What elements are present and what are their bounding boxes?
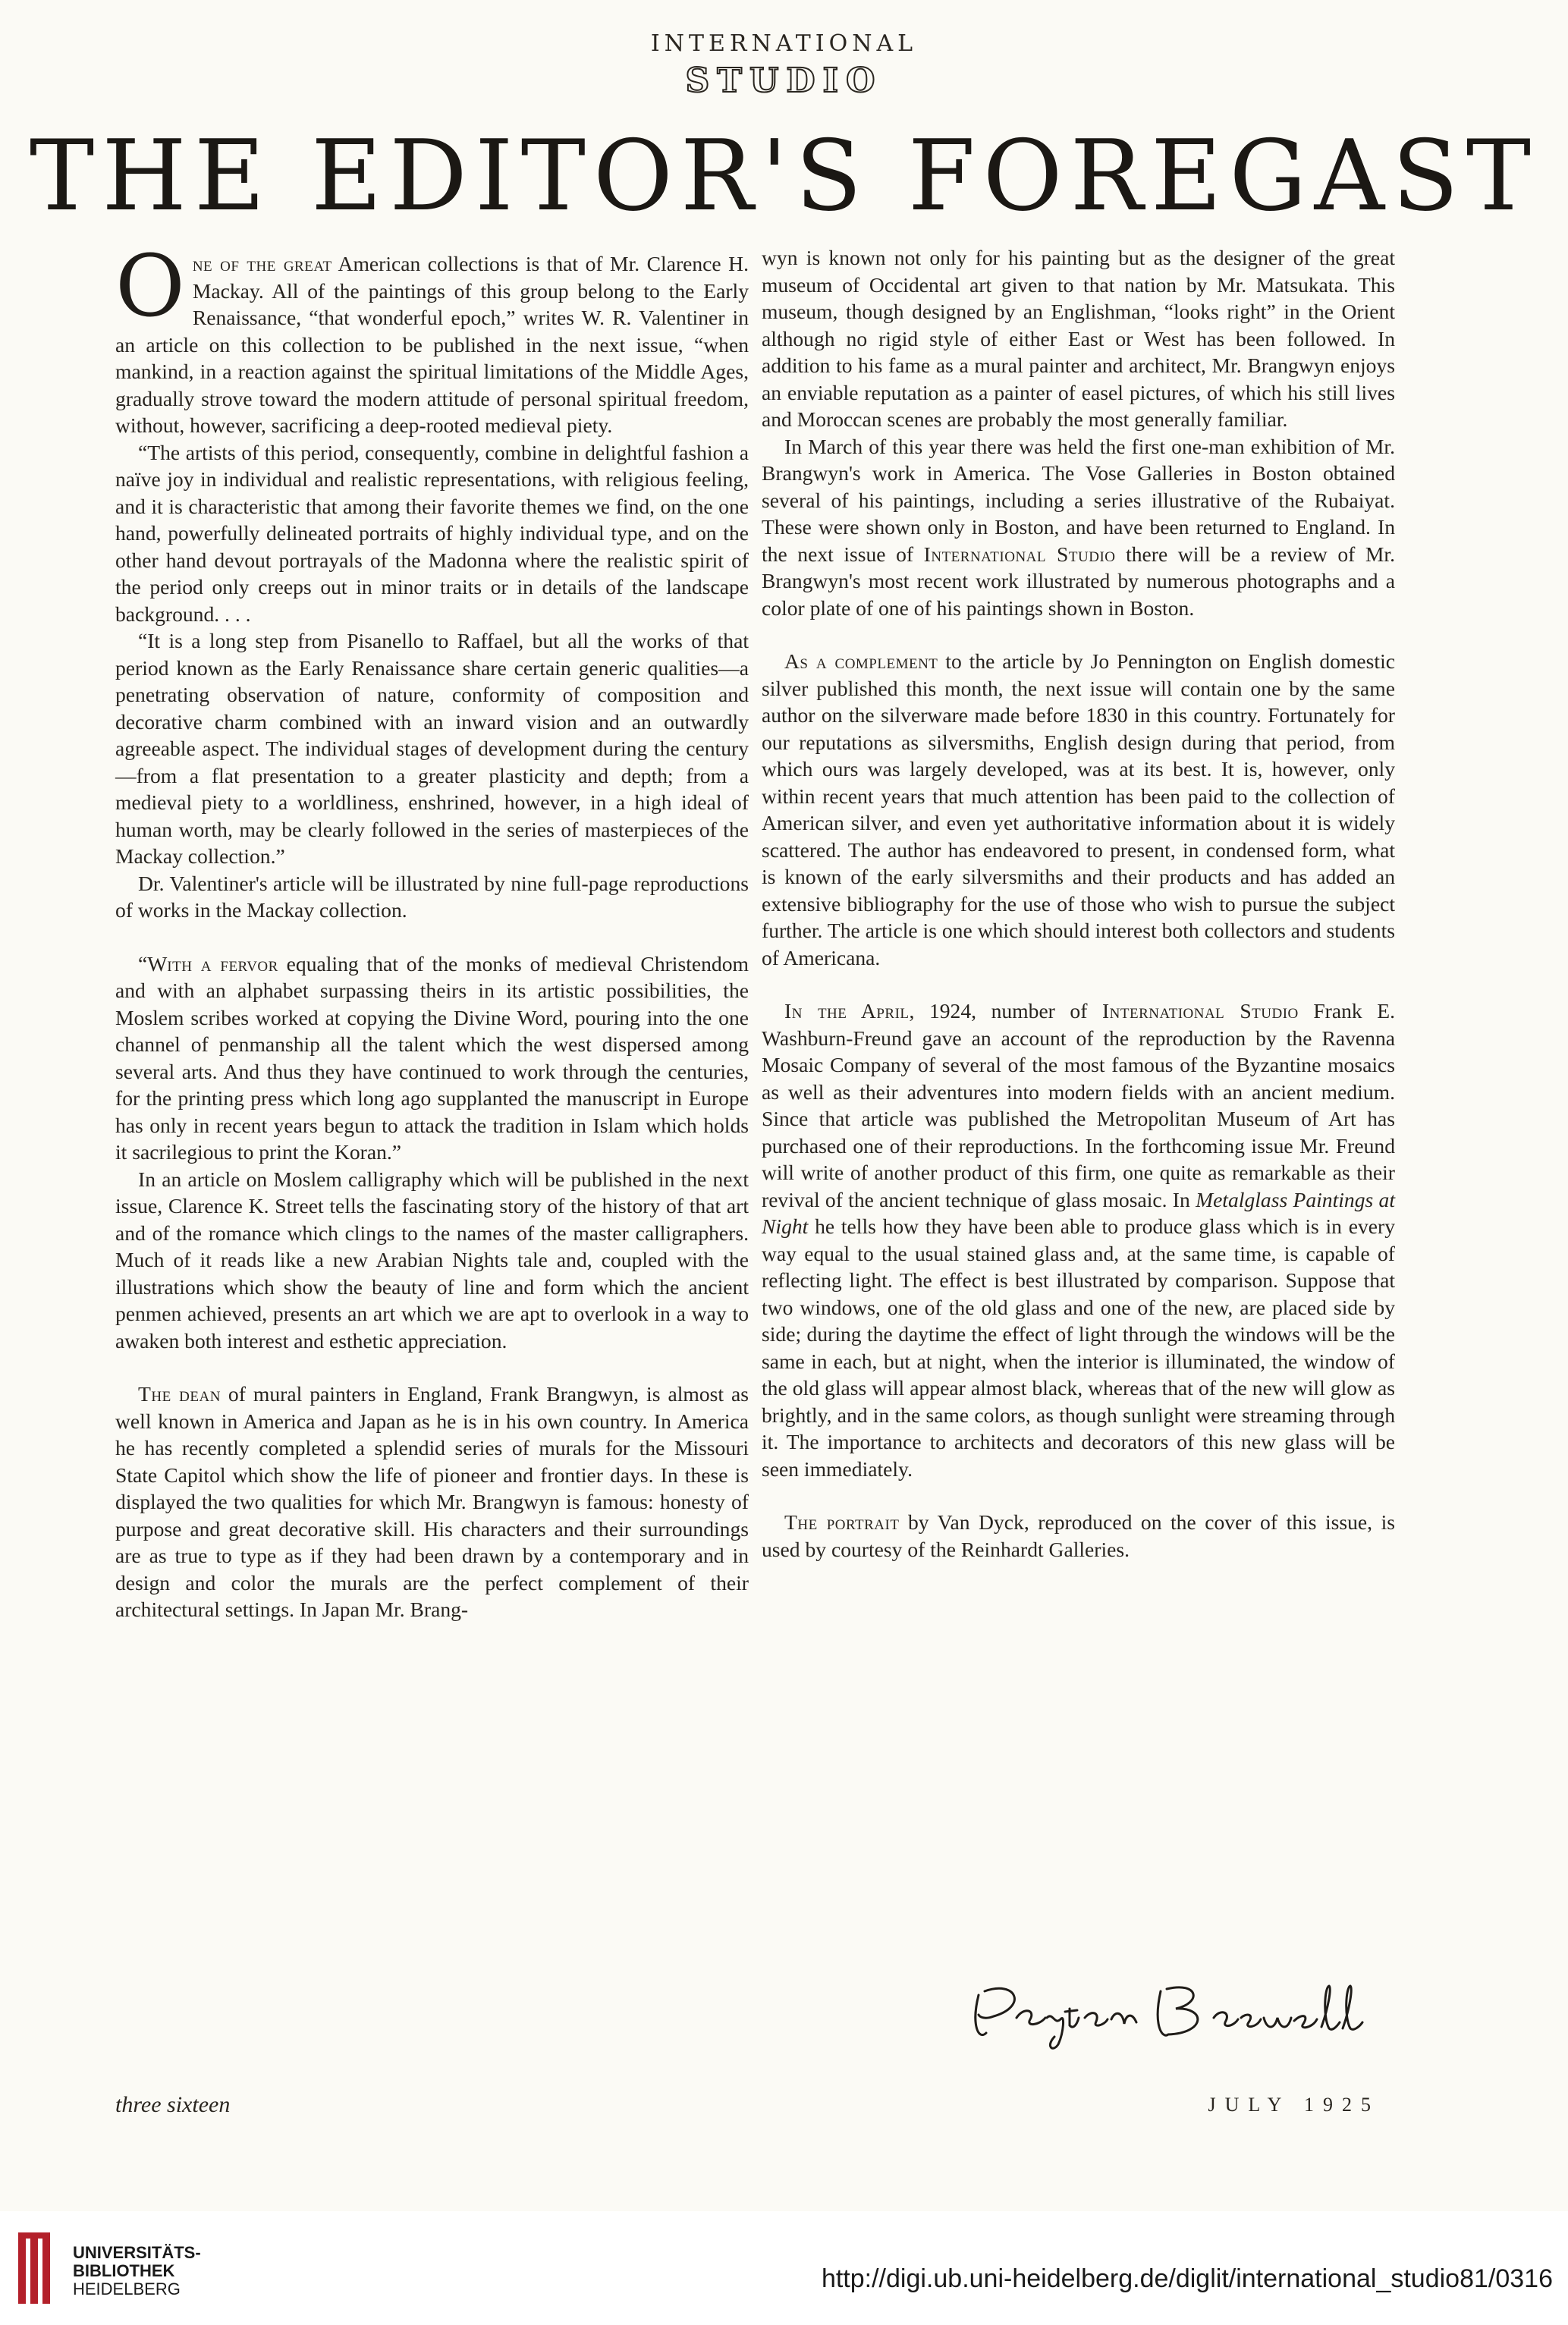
masthead-studio: STUDIO [685, 61, 883, 100]
paragraph-silver [762, 648, 1395, 971]
paragraph-moslem-scribes [115, 950, 749, 1166]
masthead [0, 30, 1568, 102]
lead-in: The dean [138, 1382, 221, 1406]
page-label: three sixteen [115, 2092, 231, 2117]
paragraph-text: of mural painters in England, Frank Brangwyn, is almost as well known in America and Japan as he is in his own country. In America he has recently completed a splendid series of murals for the Missouri State Capitol which show the life of pioneer and frontier days. In these is displayed the two qualities for which Mr. Brangwyn is famous: honesty of purpose and great decorative skill. His characters and their surroundings are as true to type as if they had been drawn by a contemporary and in design and color the murals are the perfect complement of their architectural settings. In Japan Mr. Brang- [115, 1382, 749, 1621]
article-title: Metalglass Paintings at Night [762, 1187, 1396, 1238]
paragraph-calligraphy: In an article on Moslem calligraphy which will be published in the next issue, Clarence K. Street tells the fascinating story of the history of that art and of the romance which clings to the names of the master calligraphers. Much of it reads like a new Arabian Nights tale and, coupled with the illustrations which show the beauty of line and form which the ancient penmen achieved, presents an art which we are apt to overlook in a way to awaken both interest and esthetic appreciation. [115, 1167, 749, 1353]
paragraph-text: , 1924, number of [909, 999, 1102, 1023]
paragraph-brangwyn [115, 1381, 749, 1623]
digital-library-url[interactable]: http://digi.ub.uni-heidelberg.de/diglit/international_studio81/0316 [821, 2264, 1553, 2293]
paragraph-text: he tells how they have been able to produce glass which is in every way equal to the usual stained glass and, at the same time, is capable of reflecting light. The effect is best illustrated by comparison. Suppose that two windows, one of the old glass and one of the new, are placed side by side; during the daytime the effect of light through the windows will be the same in each, but at night, when the interior is illuminated, the window of the old glass will appear almost black, whereas that of the new will glow as brightly, and in the same colors, as though sunlight were streaming through it. The importance to architects and decorators of this new glass will be seen immediately. [762, 1214, 1395, 1481]
paragraph-text: equaling that of the monks of medieval Christendom and with an alphabet surpassing theirs in its artistic possibilities, the Moslem scribes worked at copying the Divine Word, pouring into the one channel of penmanship all the talent which the west dispersed among several arts. And thus they have continued to work through the centuries, for the printing press which long ago supplanted the manuscript in Europe has only in recent years begun to attack the tradition in Islam which holds it sacrilegious to print the Koran.” [115, 951, 749, 1164]
paragraph-valentiner: Dr. Valentiner's article will be illustrated by nine full-page reproductions of works in the Mackay collection. [115, 871, 749, 922]
university-library-logo [15, 2226, 61, 2310]
left-column [115, 237, 749, 1623]
issue-date: JULY 1925 [1208, 2094, 1380, 2116]
library-name-line3: HEIDELBERG [73, 2279, 181, 2298]
library-name [73, 2244, 201, 2298]
right-column [762, 244, 1395, 1563]
magazine-name: International Studio [923, 542, 1116, 566]
paragraph-text: there will be a review of Mr. Brangwyn's most recent work illustrated by numerous photographs and a color plate of one of his paintings shown in Boston. [762, 542, 1395, 620]
lead-in: ne of the great [192, 252, 332, 275]
paragraph-text: In March of this year there was held the first one-man exhibition of Mr. Brangwyn's work in America. The Vose Galleries in Boston obtained several of his paintings, including a series illustrative of the Rubaiyat. These were shown only in Boston, and have been returned to England. In the next issue of [762, 434, 1395, 566]
editor-signature [963, 1965, 1373, 2056]
paragraph-text: to the article by Jo Pennington on English domestic silver published this month, the next issue will contain one by the same author on the silverware made before 1830 in this country. Fortunately for our reputations as silversmiths, English design during that period, from which ours was largely developed, was at its best. It is, however, only within recent years that much attention has been paid to the collection of American silver, and even yet authoritative information about it is widely scattered. The author has endeavored to present, in condensed form, what is known of the early silversmiths and their products and has added an extensive bibliography for the use of those who wish to pursue the subject further. The article is one which should interest both collectors and students of Americana. [762, 649, 1395, 969]
paragraph-mosaic [762, 998, 1395, 1482]
page-title: THE EDITOR'S FOREGAST [29, 120, 1539, 233]
paragraph-exhibition [762, 433, 1395, 622]
library-name-line1: UNIVERSITÄTS- [73, 2243, 201, 2262]
lead-in: In the April [784, 999, 910, 1023]
lead-in-letter: “W [138, 951, 168, 976]
magazine-name: International Studio [1101, 999, 1299, 1023]
paragraph-portrait [762, 1509, 1395, 1563]
paragraph-artists: “The artists of this period, consequently, combine in delightful fashion a naïve joy in individual and realistic representations, with religious feeling, and it is characteristic that among their favorite themes we find, on the one hand, powerfully delineated portraits of highly individual type, and on the other hand devout portrayals of the Madonna where the realistic spirit of the period only creeps out in minor traits or in details of the landscape background. . . . [115, 440, 749, 626]
lead-in: The portrait [784, 1510, 900, 1534]
lead-in: As a complement [784, 649, 938, 673]
paragraph-brangwyn-cont: wyn is known not only for his painting but as the designer of the great museum of Occidental art given to that nation by Mr. Matsukata. This museum, though designed by an Englishman, “looks right” in the Orient although no rigid style of either East or West has been followed. In addition to his fame as a mural painter and architect, Mr. Brangwyn enjoys an enviable reputation as a painter of easel pictures, of which his still lives and Moroccan scenes are probably the most generally familiar. [762, 246, 1395, 431]
paragraph-text: by Van Dyck, reproduced on the cover of this issue, is used by courtesy of the Reinhardt Galleries. [762, 1510, 1395, 1561]
drop-cap: O [115, 237, 185, 336]
paragraph-pisanello: “It is a long step from Pisanello to Raffael, but all the works of that period known as the Early Renaissance share certain generic qualities—a penetrating observation of nature, conformity of composition and decorative charm combined with an inward vision and an outwardly agreeable aspect. The individual stages of development during the century—from a flat presentation to a greater plasticity and depth; from a medieval piety to a worldliness, enshrined, however, in a high ideal of human worth, may be clearly followed in the series of masterpieces of the Mackay collection.” [115, 629, 749, 868]
masthead-international: INTERNATIONAL [650, 30, 918, 57]
library-name-line2: BIBLIOTHEK [73, 2261, 175, 2280]
paragraph-text: Frank E. Washburn-Freund gave an account of the reproduction by the Ravenna Mosaic Company of several of the most famous of the Byzantine mosaics as well as their adventures into modern fields with an ancient medium. Since that article was published the Metropolitan Museum of Art has purchased one of their reproductions. In the forthcoming issue Mr. Freund will write of another product of this firm, one quite as remarkable as their revival of the ancient technique of glass mosaic. In [762, 999, 1395, 1211]
paragraph-text: American collections is that of Mr. Clarence H. Mackay. All of the paintings of this group belong to the Early Renaissance, “that wonderful epoch,” writes W. R. Valentiner in an article on this collection to be published in the next issue, “when mankind, in a reaction against the spiritual limitations of the Middle Ages, gradually strove toward the modern attitude of personal spiritual freedom, without, however, sacrificing a deep-rooted medieval piety. [115, 252, 749, 437]
paragraph-mackay-intro [115, 237, 749, 439]
lead-in: ith a fervor [167, 951, 278, 976]
